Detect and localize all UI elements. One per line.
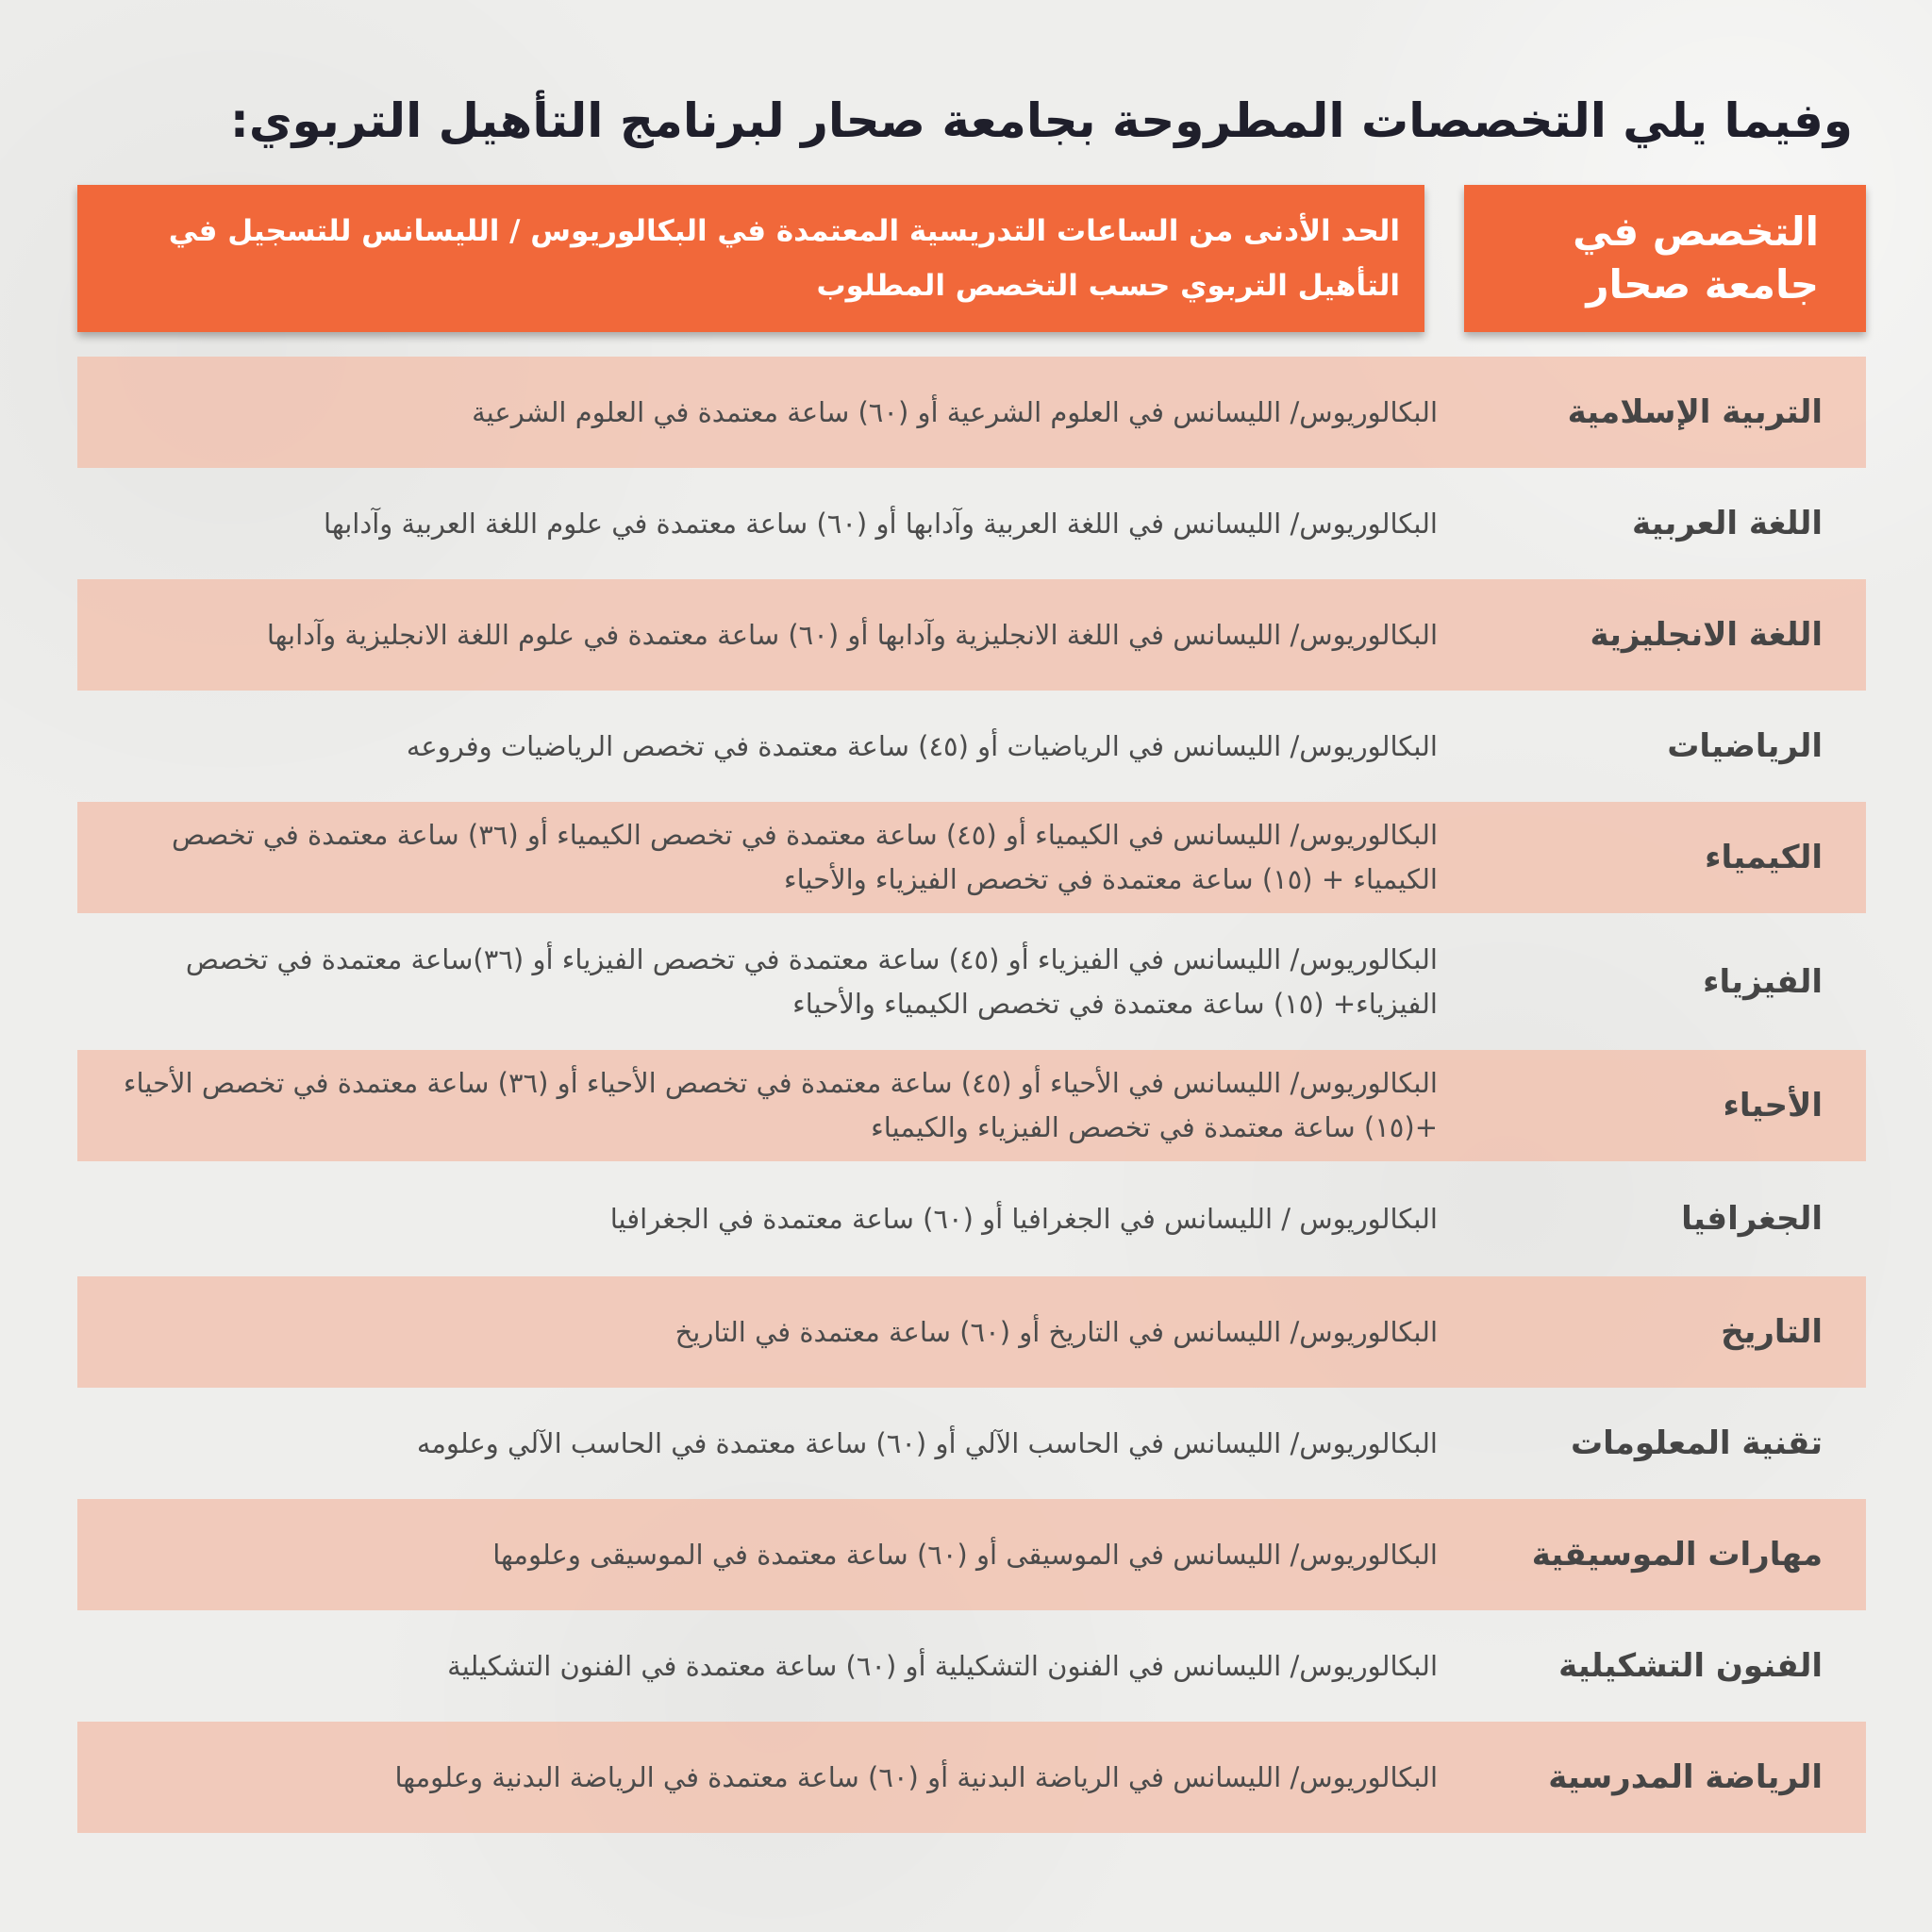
table-row [77,579,1866,691]
table-row [77,1276,1866,1388]
row-requirement: البكالوريوس/ الليسانس في الرياضيات أو (٤٥) ساعة معتمدة في تخصص الرياضيات وفروعه [406,729,1438,762]
row-specialization: الرياضة المدرسية [1548,1758,1823,1796]
row-specialization: الأحياء [1723,1087,1823,1124]
table-row [77,1161,1866,1276]
table-row [77,691,1866,802]
table-row [77,1388,1866,1499]
row-specialization: الفنون التشكيلية [1558,1647,1823,1685]
row-specialization: مهارات الموسيقية [1531,1536,1823,1574]
header-requirement [77,185,1424,332]
table-row [77,1722,1866,1833]
header-specialization [1464,185,1866,332]
row-requirement: البكالوريوس/ الليسانس في اللغة العربية وآدابها أو (٦٠) ساعة معتمدة في علوم اللغة العربية وآدابها [324,507,1438,540]
row-specialization: اللغة العربية [1632,505,1823,542]
table-row [77,357,1866,468]
row-requirement: البكالوريوس/ الليسانس في الحاسب الآلي أو (٦٠) ساعة معتمدة في الحاسب الآلي وعلومه [416,1426,1438,1459]
page-title: وفيما يلي التخصصات المطروحة بجامعة صحار لبرنامج التأهيل التربوي: [229,93,1853,148]
row-specialization: التربية الإسلامية [1567,393,1823,431]
row-specialization: تقنية المعلومات [1570,1424,1823,1462]
table-row [77,1610,1866,1722]
row-requirement: البكالوريوس/ الليسانس في الرياضة البدنية أو (٦٠) ساعة معتمدة في الرياضة البدنية وعلومها [394,1760,1438,1793]
row-requirement: البكالوريوس/ الليسانس في اللغة الانجليزية وآدابها أو (٦٠) ساعة معتمدة في علوم اللغة الانجليزية وآدابها [266,618,1438,651]
row-specialization: التاريخ [1721,1313,1823,1351]
row-requirement: البكالوريوس/ الليسانس في العلوم الشرعية أو (٦٠) ساعة معتمدة في العلوم الشرعية [472,395,1438,428]
header-requirement-label: الحد الأدنى من الساعات التدريسية المعتمدة في البكالوريوس / الليسانس للتسجيل في التأهيل التربوي حسب التخصص المطلوب [168,214,1400,303]
row-requirement: البكالوريوس / الليسانس في الجغرافيا أو (٦٠) ساعة معتمدة في الجغرافيا [609,1202,1438,1235]
table-row [77,1050,1866,1161]
table-row [77,1499,1866,1610]
header-specialization-label: التخصص في جامعة صحار [1573,208,1819,308]
row-specialization: الجغرافيا [1681,1200,1823,1238]
specializations-table [77,357,1866,1833]
row-requirement: البكالوريوس/ الليسانس في الكيمياء أو (٤٥) ساعة معتمدة في تخصص الكيمياء أو (٣٦) ساعة معتمدة في تخصص الكيمياء + (١٥) ساعة معتمدة في تخصص الفيزياء والأحياء [172,819,1438,895]
row-requirement: البكالوريوس/ الليسانس في الفيزياء أو (٤٥) ساعة معتمدة في تخصص الفيزياء أو (٣٦)ساعة معتمدة في تخصص الفيزياء+ (١٥) ساعة معتمدة في تخصص الكيمياء والأحياء [185,942,1438,1020]
table-row [77,913,1866,1050]
row-specialization: الفيزياء [1703,962,1823,1001]
row-specialization: اللغة الانجليزية [1590,616,1823,654]
table-row [77,468,1866,579]
row-requirement: البكالوريوس/ الليسانس في الفنون التشكيلية أو (٦٠) ساعة معتمدة في الفنون التشكيلية [447,1649,1438,1682]
row-specialization: الرياضيات [1667,727,1823,765]
row-requirement: البكالوريوس/ الليسانس في الأحياء أو (٤٥) ساعة معتمدة في تخصص الأحياء أو (٣٦) ساعة معتمدة في تخصص الأحياء +(١٥) ساعة معتمدة في تخصص الفيزياء والكيمياء [123,1067,1438,1143]
row-requirement: البكالوريوس/ الليسانس في الموسيقى أو (٦٠) ساعة معتمدة في الموسيقى وعلومها [492,1538,1438,1571]
row-requirement: البكالوريوس/ الليسانس في التاريخ أو (٦٠) ساعة معتمدة في التاريخ [675,1315,1438,1348]
table-row [77,802,1866,913]
row-specialization: الكيمياء [1705,839,1823,876]
